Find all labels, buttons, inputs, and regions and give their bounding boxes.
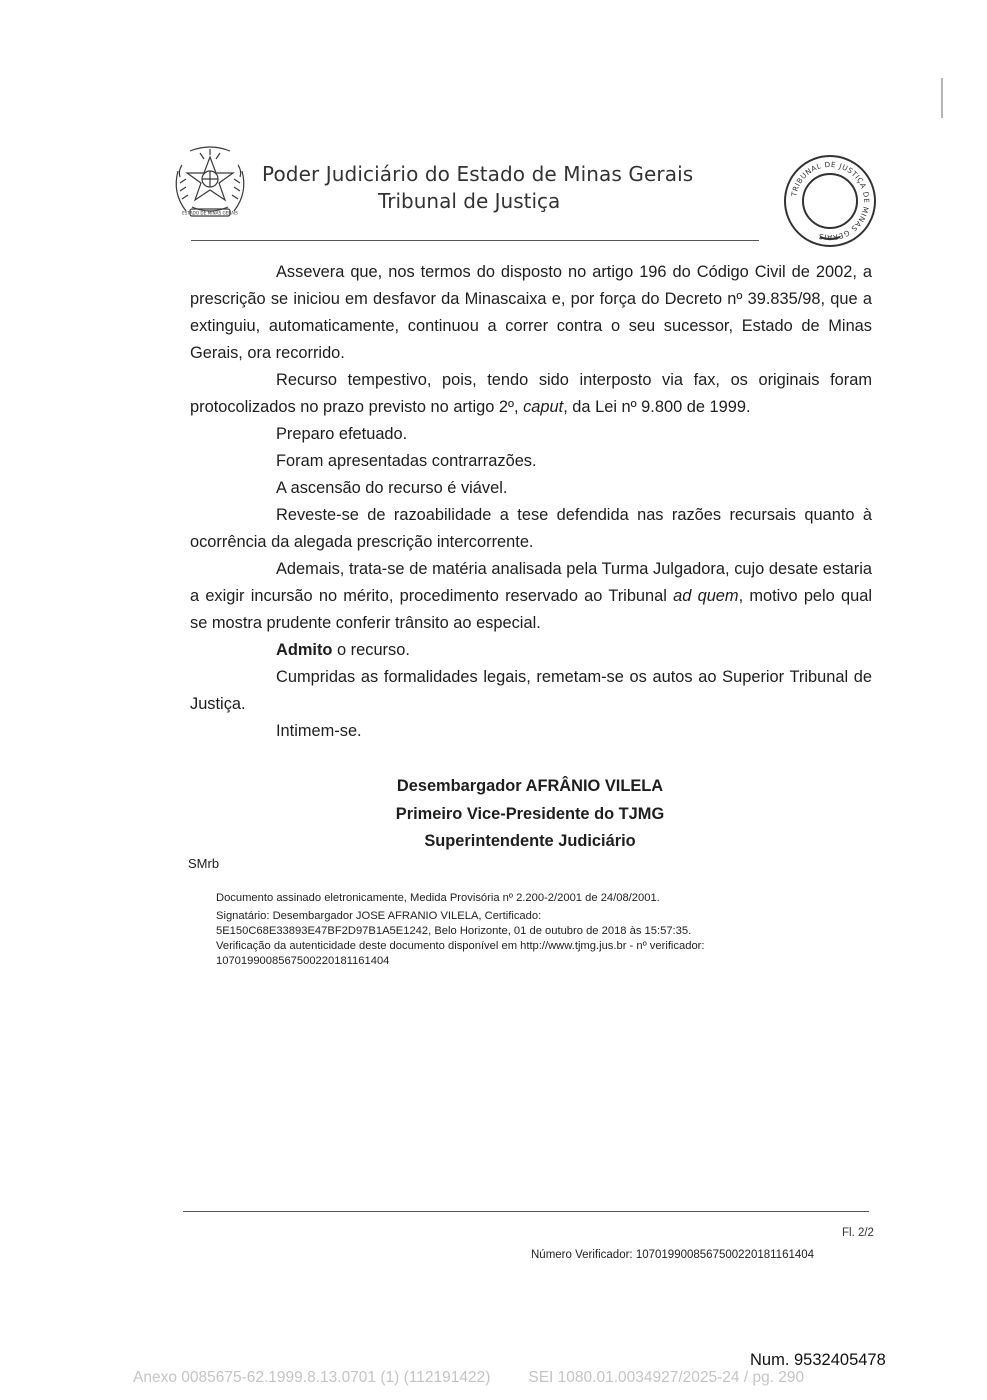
electronic-signature-notice [216, 891, 836, 969]
sei-reference: SEI 1080.01.0034927/2025-24 / pg. 290 [528, 1369, 805, 1386]
annex-reference: Anexo 0085675-62.1999.8.13.0701 (1) (112191422) [133, 1369, 491, 1386]
paragraph-assevera: Assevera que, nos termos do disposto no artigo 196 do Código Civil de 2002, a prescrição se iniciou em desfavor da Minascaixa e, por força do Decreto nº 39.835/98, que a extinguiu, automaticamente, continuou a correr contra o seu sucessor, Estado de Minas Gerais, ora recorrido. [190, 263, 872, 362]
electronic-line-1: Documento assinado eletronicamente, Medida Provisória nº 2.200-2/2001 de 24/08/2001. [216, 892, 660, 904]
electronic-line-4: Verificação da autenticidade deste documento disponível em http://www.tjmg.jus.br - nº verificador: [216, 940, 705, 952]
author-initials: SMrb [188, 856, 220, 871]
paragraph-intimem: Intimem-se. [276, 722, 362, 740]
paragraph-preparo: Preparo efetuado. [276, 425, 408, 443]
paragraph-cumpridas: Cumpridas as formalidades legais, remetam-se os autos ao Superior Tribunal de Justiça. [190, 668, 872, 713]
header-subtitle: Tribunal de Justiça [378, 189, 561, 213]
document-body [190, 259, 872, 745]
crest-text: ESTADO DE MINAS GERAIS [182, 210, 238, 216]
document-number: Num. 9532405478 [750, 1351, 886, 1369]
annex-stamp [133, 1369, 804, 1387]
footer-rule [183, 1211, 869, 1212]
signature-name: Desembargador AFRÂNIO VILELA [396, 777, 664, 795]
paragraph-ascensao: A ascensão do recurso é viável. [276, 479, 508, 497]
paragraph-razoabilidade: Reveste-se de razoabilidade a tese defendida nas razões recursais quanto à ocorrência da alegada prescrição intercorrente. [190, 506, 872, 551]
electronic-line-5: 1070199008567500220181161404 [216, 955, 390, 967]
seal-text: TRIBUNAL DE JUSTIÇA DE MINAS GERAIS [789, 159, 872, 243]
paragraph-recurso-tempestivo: Recurso tempestivo, pois, tendo sido interposto via fax, os originais foram protocolizados no prazo previsto no artigo 2º, caput, da Lei nº 9.800 de 1999. [190, 371, 872, 416]
svg-text:TRIBUNAL DE JUSTIÇA DE MINAS G [789, 160, 871, 242]
header-rule [191, 240, 759, 241]
tribunal-seal-icon [782, 153, 878, 249]
page-indicator: Fl. 2/2 [842, 1227, 874, 1239]
paragraph-admito: Admito o recurso. [276, 641, 410, 659]
signature-role: Primeiro Vice-Presidente do TJMG [395, 804, 665, 823]
scan-edge-mark [941, 78, 946, 118]
signature-department: Superintendente Judiciário [424, 832, 636, 850]
header-title: Poder Judiciário do Estado de Minas Gerais [262, 162, 694, 186]
verifier-number: Número Verificador: 1070199008567500220181161404 [531, 1249, 815, 1261]
electronic-line-3: 5E150C68E33893E47BF2D97B1A5E1242, Belo Horizonte, 01 de outubro de 2018 às 15:57:35. [216, 925, 692, 937]
electronic-line-2: Signatário: Desembargador JOSE AFRANIO VILELA, Certificado: [216, 910, 542, 922]
signature-block [190, 773, 870, 856]
paragraph-contrarrazoes: Foram apresentadas contrarrazões. [276, 452, 537, 470]
paragraph-ademais: Ademais, trata-se de matéria analisada pela Turma Julgadora, cujo desate estaria a exigir incursão no mérito, procedimento reservado ao Tribunal ad quem, motivo pelo qual se mostra prudente conferir trânsito ao especial. [190, 560, 872, 632]
coat-of-arms-icon [170, 143, 250, 227]
